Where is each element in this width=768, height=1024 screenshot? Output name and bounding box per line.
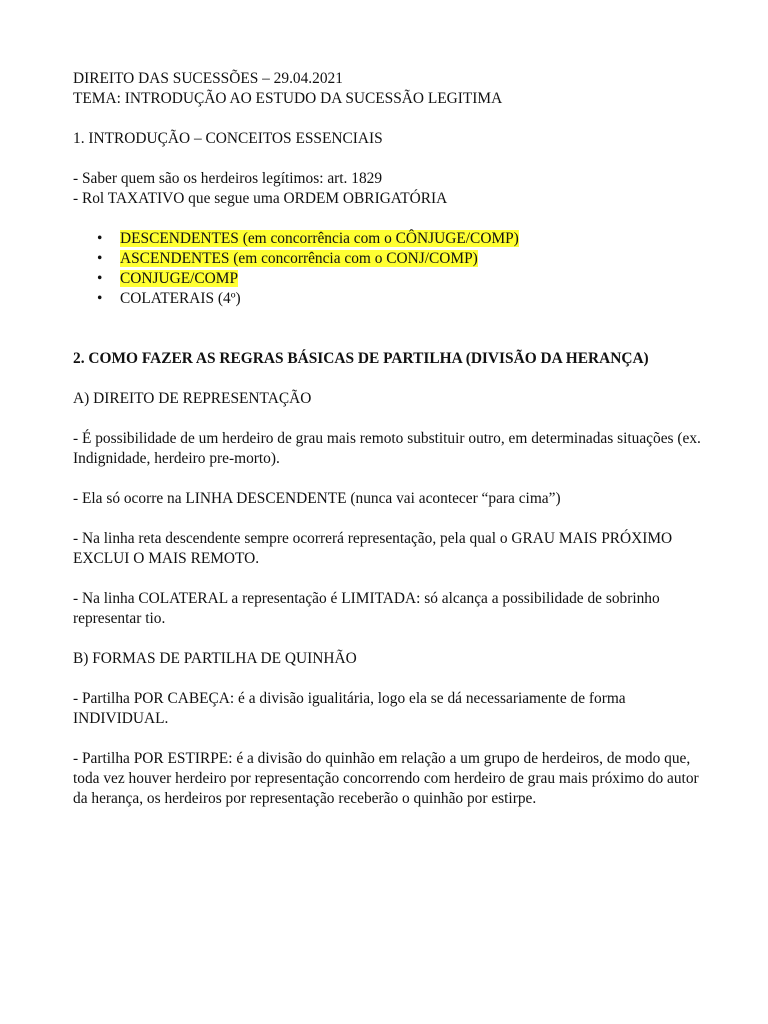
section2-title: 2. COMO FAZER AS REGRAS BÁSICAS DE PARTILHA (DIVISÃO DA HERANÇA) bbox=[73, 350, 649, 367]
paragraph: - É possibilidade de um herdeiro de grau mais remoto substituir outro, em determinadas situações (ex. Indignidade, herdeiro pre-morto). bbox=[73, 430, 701, 467]
document-title: DIREITO DAS SUCESSÕES – 29.04.2021 bbox=[73, 70, 343, 87]
list-item-label: CONJUGE/COMP bbox=[120, 270, 239, 287]
paragraph: - Partilha POR CABEÇA: é a divisão igualitária, logo ela se dá necessariamente de forma INDIVIDUAL. bbox=[73, 690, 626, 727]
list-item bbox=[73, 249, 713, 269]
subsection-b-title: B) FORMAS DE PARTILHA DE QUINHÃO bbox=[73, 650, 357, 667]
list-item bbox=[73, 229, 713, 249]
paragraph: - Partilha POR ESTIRPE: é a divisão do quinhão em relação a um grupo de herdeiros, de modo que, toda vez houver herdeiro por representação concorrendo com herdeiro de grau mais próximo do autor da herança, os herdeiros por representação receberão o quinhão por estirpe. bbox=[73, 750, 699, 807]
bullet-icon: • bbox=[97, 230, 103, 247]
list-item-label: DESCENDENTES (em concorrência com o CÔNJUGE/COMP) bbox=[120, 230, 519, 247]
bullet-icon: • bbox=[97, 290, 103, 307]
list-item-label: COLATERAIS (4º) bbox=[120, 290, 241, 307]
paragraph: - Ela só ocorre na LINHA DESCENDENTE (nunca vai acontecer “para cima”) bbox=[73, 490, 561, 507]
document-theme: TEMA: INTRODUÇÃO AO ESTUDO DA SUCESSÃO LEGITIMA bbox=[73, 90, 503, 107]
section1-title: 1. INTRODUÇÃO – CONCEITOS ESSENCIAIS bbox=[73, 130, 383, 147]
paragraph: - Na linha COLATERAL a representação é LIMITADA: só alcança a possibilidade de sobrinho representar tio. bbox=[73, 590, 660, 627]
bullet-icon: • bbox=[97, 270, 103, 287]
document-page bbox=[73, 69, 713, 809]
list-item bbox=[73, 269, 713, 289]
list-item-label: ASCENDENTES (em concorrência com o CONJ/COMP) bbox=[120, 250, 478, 267]
subsection-a-title: A) DIREITO DE REPRESENTAÇÃO bbox=[73, 390, 312, 407]
heirs-list bbox=[73, 229, 713, 309]
list-item bbox=[73, 289, 713, 309]
section1-line-2: - Rol TAXATIVO que segue uma ORDEM OBRIGATÓRIA bbox=[73, 190, 448, 207]
bullet-icon: • bbox=[97, 250, 103, 267]
paragraph: - Na linha reta descendente sempre ocorrerá representação, pela qual o GRAU MAIS PRÓXIMO EXCLUI O MAIS REMOTO. bbox=[73, 530, 673, 567]
section1-line-1: - Saber quem são os herdeiros legítimos: art. 1829 bbox=[73, 170, 383, 187]
